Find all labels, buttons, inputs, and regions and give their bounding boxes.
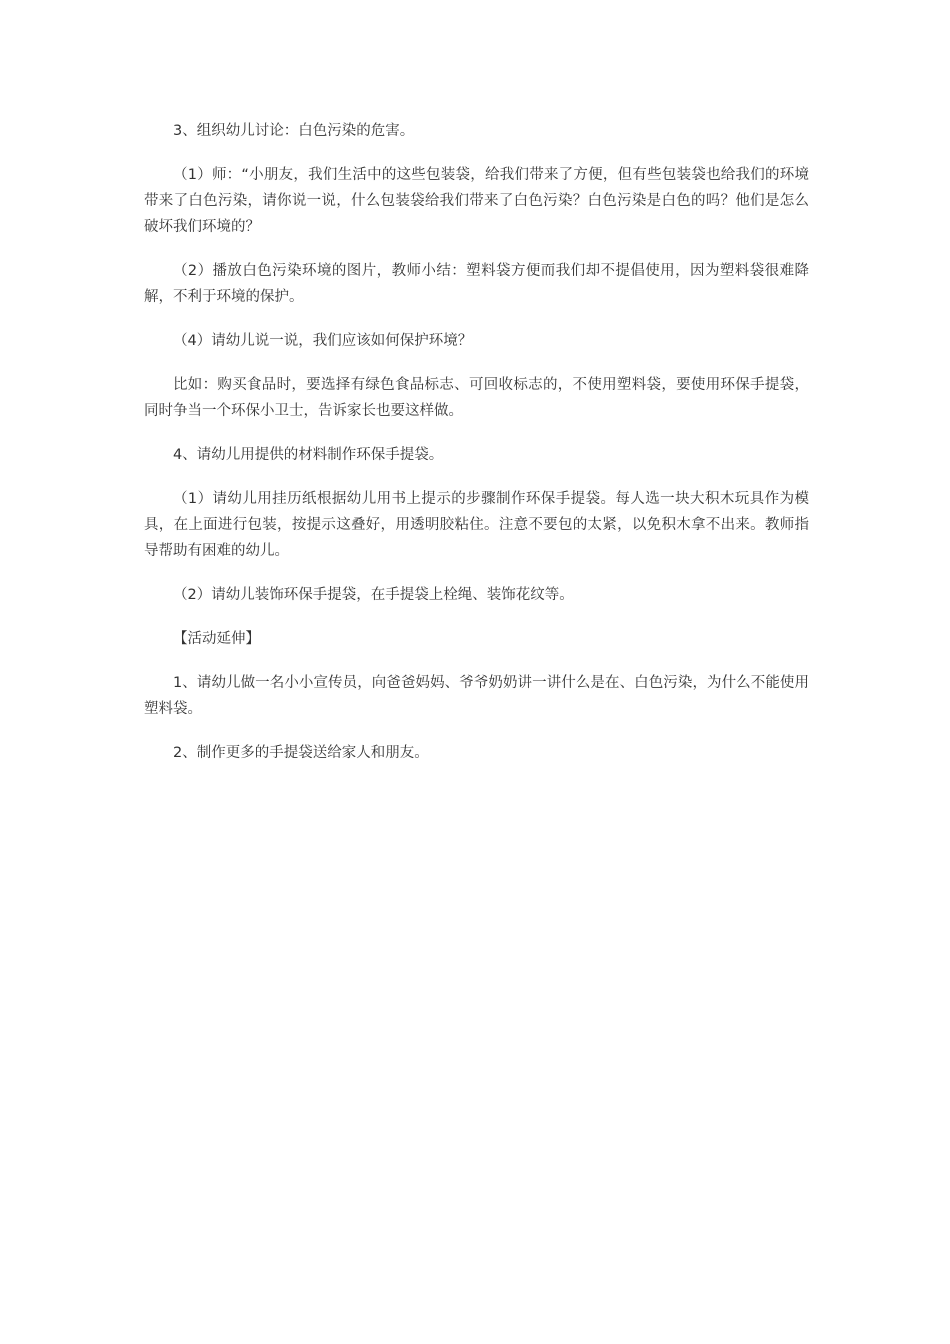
step-3-example: 比如：购买食品时，要选择有绿色食品标志、可回收标志的，不使用塑料袋，要使用环保手提袋，同时争当一个环保小卫士，告诉家长也要这样做。 xyxy=(144,377,809,419)
extension-item-2: 2、制作更多的手提袋送给家人和朋友。 xyxy=(173,745,429,761)
step-4-item-2: （2）请幼儿装饰环保手提袋，在手提袋上栓绳、装饰花纹等。 xyxy=(173,587,574,603)
extension-item-1: 1、请幼儿做一名小小宣传员，向爸爸妈妈、爷爷奶奶讲一讲什么是在、白色污染，为什么不能使用塑料袋。 xyxy=(144,675,809,717)
step-4-item-1: （1）请幼儿用挂历纸根据幼儿用书上提示的步骤制作环保手提袋。每人选一块大积木玩具作为模具，在上面进行包装，按提示这叠好，用透明胶粘住。注意不要包的太紧，以免积木拿不出来。教师指导帮助有困难的幼儿。 xyxy=(144,491,809,559)
step-3-heading: 3、组织幼儿讨论：白色污染的危害。 xyxy=(173,123,415,139)
document-body xyxy=(144,118,809,784)
step-3-item-2: （2）播放白色污染环境的图片，教师小结：塑料袋方便而我们却不提倡使用，因为塑料袋很难降解，不利于环境的保护。 xyxy=(144,263,809,305)
extension-heading: 【活动延伸】 xyxy=(173,631,260,647)
step-3-item-1: （1）师：“小朋友，我们生活中的这些包装袋，给我们带来了方便，但有些包装袋也给我们的环境带来了白色污染，请你说一说，什么包装袋给我们带来了白色污染？白色污染是白色的吗？他们是怎么破坏我们环境的？ xyxy=(144,167,809,235)
step-3-item-4: （4）请幼儿说一说，我们应该如何保护环境？ xyxy=(173,333,473,349)
step-4-heading: 4、请幼儿用提供的材料制作环保手提袋。 xyxy=(173,447,444,463)
